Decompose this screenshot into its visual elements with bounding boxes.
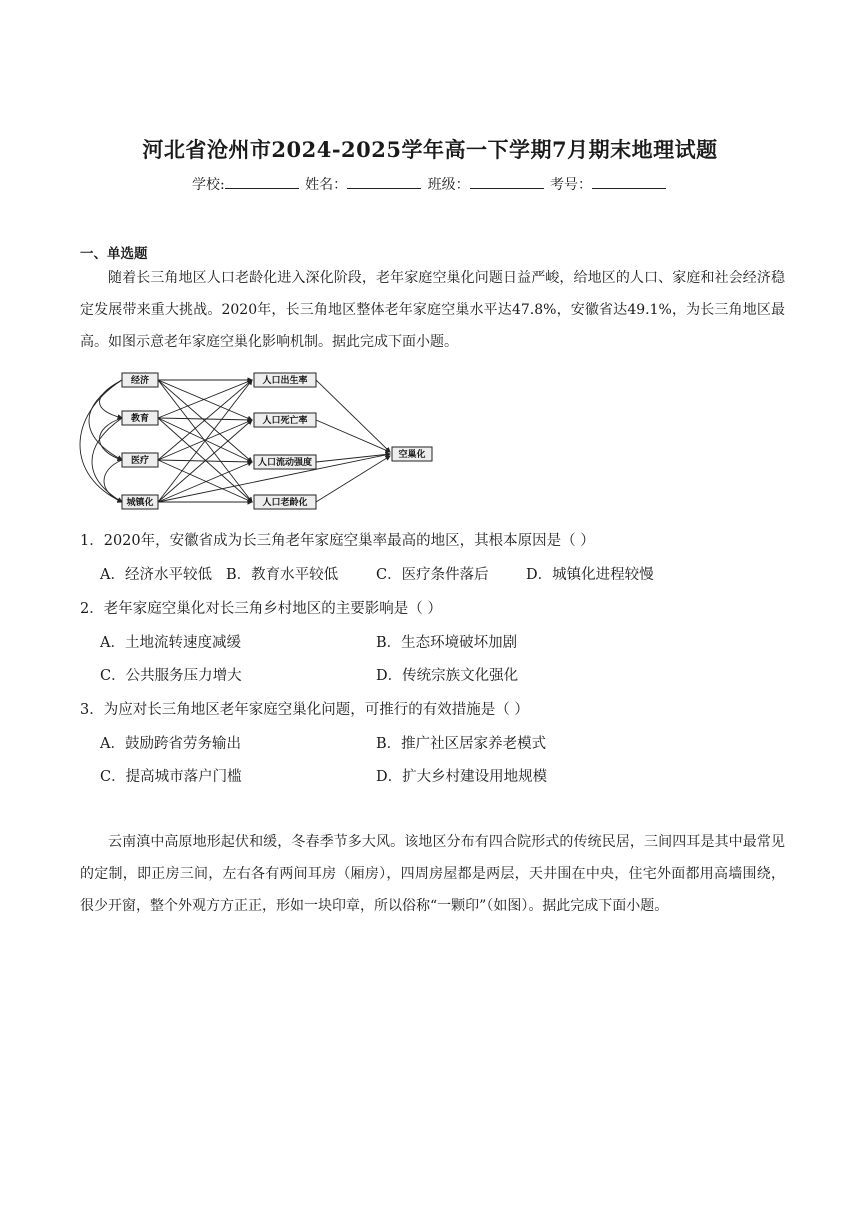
- q3-option-d[interactable]: D．扩大乡村建设用地规模: [376, 769, 548, 785]
- class-label: 班级：: [427, 177, 470, 193]
- q1-option-d[interactable]: D．城镇化进程较慢: [526, 567, 654, 583]
- svg-text:经济: 经济: [130, 376, 150, 386]
- svg-text:人口死亡率: 人口死亡率: [262, 416, 308, 426]
- q1-option-b[interactable]: B．教育水平较低: [226, 567, 339, 583]
- node-medical: [122, 453, 158, 467]
- name-field[interactable]: [347, 174, 421, 189]
- question-3-stem: 3．为应对长三角地区老年家庭空巢化问题，可推行的有效措施是（ ）: [80, 702, 529, 718]
- question-2-stem: 2．老年家庭空巢化对长三角乡村地区的主要影响是（ ）: [80, 601, 442, 617]
- class-field[interactable]: [470, 174, 544, 189]
- exam-number-label: 考号：: [550, 177, 593, 193]
- q2-option-c[interactable]: C．公共服务压力增大: [100, 668, 242, 684]
- q1-option-a[interactable]: A．经济水平较低: [100, 567, 212, 583]
- svg-text:医疗: 医疗: [130, 456, 150, 466]
- passage-2: 云南滇中高原地形起伏和缓，冬春季节多大风。该地区分布有四合院形式的传统民居，三间四耳是其中最常见的定制，即正房三间，左右各有两间耳房（厢房），四周房屋都是两层，天井围在中央，住宅外面都用高墙围绕，很少开窗，整个外观方方正正，形如一块印章，所以俗称“一颗印”（如图）。据此完成下面小题。: [80, 834, 785, 914]
- node-education: [122, 411, 158, 425]
- svg-text:人口出生率: 人口出生率: [262, 376, 308, 386]
- student-info-line: [0, 174, 860, 194]
- q2-option-d[interactable]: D．传统宗族文化强化: [376, 668, 519, 684]
- q1-option-c[interactable]: C．医疗条件落后: [376, 567, 489, 583]
- svg-text:城镇化: 城镇化: [126, 498, 154, 508]
- node-mobility: [254, 455, 316, 469]
- exam-title: 河北省沧州市2024-2025学年高一下学期7月期末地理试题: [142, 137, 718, 162]
- q3-option-a[interactable]: A．鼓励跨省劳务输出: [100, 736, 241, 752]
- node-birth-rate: [254, 373, 316, 387]
- name-label: 姓名：: [305, 177, 348, 193]
- q3-option-b[interactable]: B．推广社区居家养老模式: [376, 736, 547, 752]
- empty-nest-mechanism-diagram: [78, 366, 438, 514]
- node-aging: [254, 495, 316, 509]
- node-economy: [122, 373, 158, 387]
- exam-number-field[interactable]: [592, 174, 666, 189]
- svg-text:空巢化: 空巢化: [398, 450, 426, 460]
- node-empty-nest: [392, 447, 432, 461]
- svg-text:人口老龄化: 人口老龄化: [262, 498, 308, 508]
- node-death-rate: [254, 413, 316, 427]
- q2-option-b[interactable]: B．生态环境破坏加剧: [376, 635, 518, 651]
- question-1-stem: 1．2020年，安徽省成为长三角老年家庭空巢率最高的地区，其根本原因是（ ）: [80, 533, 595, 549]
- school-field[interactable]: [225, 174, 299, 189]
- svg-text:教育: 教育: [130, 414, 150, 424]
- q2-option-a[interactable]: A．土地流转速度减缓: [100, 635, 241, 651]
- section-heading-single-choice: 一、单选题: [80, 246, 148, 262]
- node-urbanization: [122, 495, 158, 509]
- school-label: 学校:: [191, 177, 225, 193]
- q3-option-c[interactable]: C．提高城市落户门槛: [100, 769, 242, 785]
- passage-1: 随着长三角地区人口老龄化进入深化阶段，老年家庭空巢化问题日益严峻，给地区的人口、家庭和社会经济稳定发展带来重大挑战。2020年，长三角地区整体老年家庭空巢水平达47.8%，安徽省达49.1%，为长三角地区最高。如图示意老年家庭空巢化影响机制。据此完成下面小题。: [80, 270, 785, 350]
- svg-text:人口流动强度: 人口流动强度: [257, 458, 313, 468]
